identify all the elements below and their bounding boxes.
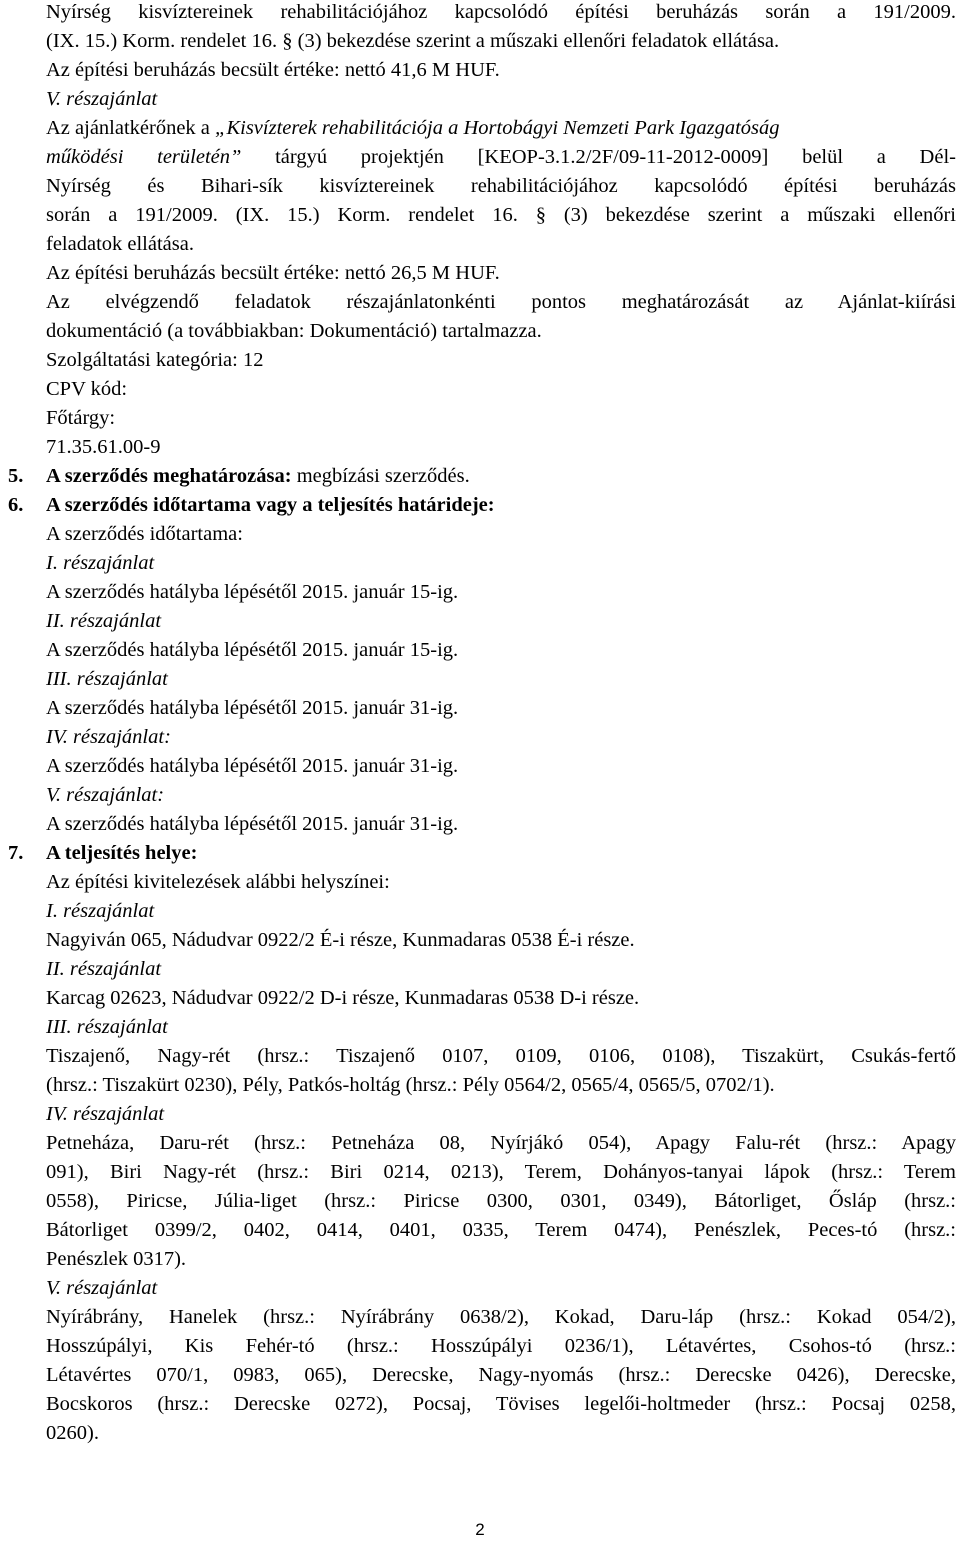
site-list: Karcag 02623, Nádudvar 0922/2 D-i része, Kunmadaras 0538 D-i része. [46, 987, 640, 1009]
paragraph-line: (IX. 15.) Korm. rendelet 16. § (3) bekezdése szerint a műszaki ellenőri feladatok ellátása. [46, 30, 780, 52]
section-5 [8, 464, 470, 488]
site-list: Bátorliget 0399/2, 0402, 0414, 0401, 0335, Terem 0474), Penészlek, Peces-tó (hrsz.: [46, 1219, 956, 1241]
lot-heading: IV. részajánlat [46, 1103, 165, 1125]
site-list: 091), Biri Nagy-rét (hrsz.: Biri 0214, 0213), Terem, Dohányos-tanyai lápok (hrsz.: Terem [46, 1161, 956, 1183]
section-title: A szerződés időtartama vagy a teljesítés határideje: [46, 494, 495, 516]
text-span: tárgyú projektjén [KEOP-3.1.2/2F/09-11-2012-0009] belül a Dél- [241, 146, 956, 168]
lot-heading: III. részajánlat [46, 1016, 168, 1038]
cpv-code: 71.35.61.00-9 [46, 436, 161, 458]
section-7-heading [8, 841, 198, 865]
section-number: 7. [8, 842, 24, 864]
lot-heading: II. részajánlat [46, 958, 162, 980]
lot-heading: III. részajánlat [46, 668, 168, 690]
project-title: működési területén” [46, 146, 242, 168]
estimated-value: Az építési beruházás becsült értéke: nettó 41,6 M HUF. [46, 59, 500, 81]
site-list: Tiszajenő, Nagy-rét (hrsz.: Tiszajenő 0107, 0109, 0106, 0108), Tiszakürt, Csukás-fertő [46, 1045, 956, 1067]
cpv-label: CPV kód: [46, 378, 128, 400]
paragraph-line [46, 145, 956, 169]
lot-heading: IV. részajánlat: [46, 726, 171, 748]
site-list: Létavértes 070/1, 0983, 065), Derecske, Nagy-nyomás (hrsz.: Derecske 0426), Derecske, [46, 1364, 956, 1386]
paragraph-line: Nyírség és Bihari-sík kisvíztereinek rehabilitációjához kapcsolódó építési beruházás [46, 175, 956, 197]
lot-heading: I. részajánlat [46, 552, 155, 574]
section-number: 6. [8, 494, 24, 516]
section-6-heading [8, 493, 495, 517]
lot-duration: A szerződés hatályba lépésétől 2015. január 31-ig. [46, 813, 459, 835]
lot-heading: V. részajánlat [46, 88, 158, 110]
site-list: Penészlek 0317). [46, 1248, 187, 1270]
paragraph-line: A szerződés időtartama: [46, 523, 243, 545]
main-subject-label: Főtárgy: [46, 407, 116, 429]
lot-heading: I. részajánlat [46, 900, 155, 922]
paragraph-line: dokumentáció (a továbbiakban: Dokumentáció) tartalmazza. [46, 320, 542, 342]
project-title: „Kisvízterek rehabilitációja a Hortobágyi Nemzeti Park Igazgatóság [215, 117, 780, 139]
paragraph-line [46, 116, 780, 140]
section-value: megbízási szerződés. [291, 465, 470, 487]
paragraph-line: Az építési kivitelezések alábbi helyszínei: [46, 871, 390, 893]
page-number: 2 [475, 1520, 485, 1539]
site-list: (hrsz.: Tiszakürt 0230), Pély, Patkós-holtág (hrsz.: Pély 0564/2, 0565/4, 0565/5, 0702/1). [46, 1074, 775, 1096]
site-list: Petneháza, Daru-rét (hrsz.: Petneháza 08, Nyírjákó 054), Apagy Falu-rét (hrsz.: Apagy [46, 1132, 956, 1154]
lot-heading: V. részajánlat: [46, 784, 165, 806]
paragraph-line: során a 191/2009. (IX. 15.) Korm. rendelet 16. § (3) bekezdése szerint a műszaki ellenőri [46, 204, 956, 226]
site-list: 0260). [46, 1422, 99, 1444]
lot-duration: A szerződés hatályba lépésétől 2015. január 15-ig. [46, 639, 459, 661]
text-span: Az ajánlatkérőnek a [46, 117, 216, 139]
lot-duration: A szerződés hatályba lépésétől 2015. január 15-ig. [46, 581, 459, 603]
site-list: Bocskoros (hrsz.: Derecske 0272), Pocsaj, Tövises legelői-holtmeder (hrsz.: Pocsaj 0258, [46, 1393, 956, 1415]
paragraph-line: Nyírség kisvíztereinek rehabilitációjához kapcsolódó építési beruházás során a 191/2009. [46, 1, 956, 23]
site-list: Hosszúpályi, Kis Fehér-tó (hrsz.: Hosszúpályi 0236/1), Létavértes, Csohos-tó (hrsz.: [46, 1335, 956, 1357]
site-list: Nagyiván 065, Nádudvar 0922/2 É-i része, Kunmadaras 0538 É-i része. [46, 929, 635, 951]
paragraph-line: feladatok ellátása. [46, 233, 194, 255]
section-title: A teljesítés helye: [46, 842, 198, 864]
lot-heading: V. részajánlat [46, 1277, 158, 1299]
section-title: A szerződés meghatározása: [46, 465, 292, 487]
lot-duration: A szerződés hatályba lépésétől 2015. január 31-ig. [46, 697, 459, 719]
service-category: Szolgáltatási kategória: 12 [46, 349, 264, 371]
lot-heading: II. részajánlat [46, 610, 162, 632]
site-list: Nyírábrány, Hanelek (hrsz.: Nyírábrány 0638/2), Kokad, Daru-láp (hrsz.: Kokad 054/2), [46, 1306, 956, 1328]
paragraph-line: Az elvégzendő feladatok részajánlatonkénti pontos meghatározását az Ajánlat-kiírási [46, 291, 956, 313]
lot-duration: A szerződés hatályba lépésétől 2015. január 31-ig. [46, 755, 459, 777]
section-number: 5. [8, 465, 24, 487]
site-list: 0558), Piricse, Júlia-liget (hrsz.: Piricse 0300, 0301, 0349), Bátorliget, Ősláp (hrsz.: [46, 1190, 956, 1212]
estimated-value: Az építési beruházás becsült értéke: nettó 26,5 M HUF. [46, 262, 500, 284]
